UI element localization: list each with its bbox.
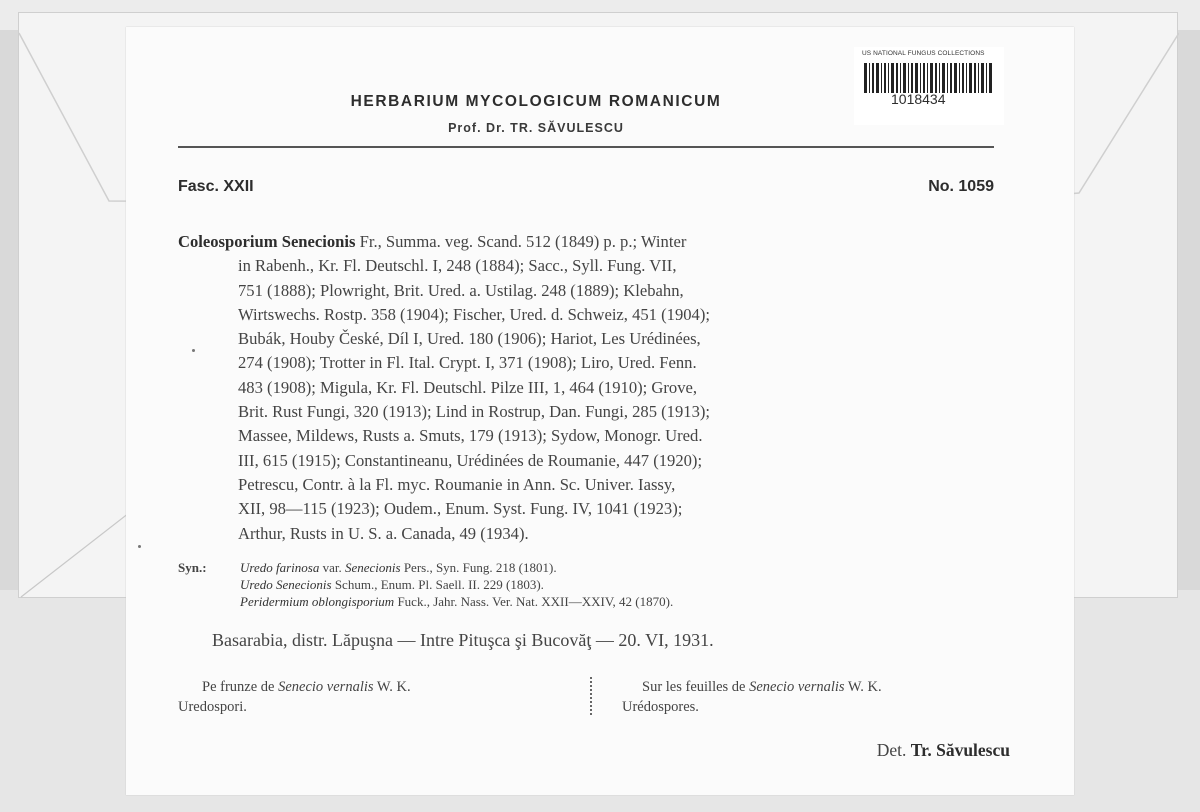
- synonym-citation: Pers., Syn. Fung. 218 (1801).: [400, 560, 557, 575]
- species-name: Coleosporium Senecionis: [178, 232, 356, 251]
- bibliography-line: 483 (1908); Migula, Kr. Fl. Deutschl. Pilze III, 1, 464 (1910); Grove,: [238, 377, 698, 397]
- synonym-citation: Fuck., Jahr. Nass. Ver. Nat. XXII—XXIV, 42 (1870).: [394, 594, 674, 609]
- host-prefix: Pe frunze de: [202, 679, 279, 695]
- synonym-entry: [240, 559, 673, 576]
- specimen-number: No. 1059: [928, 178, 994, 195]
- bibliography-line: Massee, Mildews, Rusts a. Smuts, 179 (1913); Sydow, Monogr. Ured.: [238, 426, 703, 446]
- host-info-french: [622, 677, 1022, 717]
- synonyms-list: [240, 559, 673, 610]
- collection-locality: Basarabia, distr. Lăpuşna — Intre Pituşca şi Bucovăţ — 20. VI, 1931.: [212, 630, 714, 650]
- barcode-sticker: [854, 47, 1004, 125]
- paper-speck: [192, 349, 195, 352]
- synonym-citation: Schum., Enum. Pl. Saell. II. 229 (1803).: [331, 577, 544, 592]
- herbarium-title: HERBARIUM MYCOLOGICUM ROMANICUM: [350, 93, 722, 110]
- bibliography-line: Fr., Summa. veg. Scand. 512 (1849) p. p.; Winter: [355, 232, 687, 251]
- synonym-name: Uredo farinosa: [240, 560, 320, 575]
- barcode-caption: US NATIONAL FUNGUS COLLECTIONS: [862, 50, 985, 57]
- bibliography-line: XII, 98—115 (1923); Oudem., Enum. Syst. Fung. IV, 1041 (1923);: [238, 499, 683, 519]
- synonym-entry: [240, 576, 673, 593]
- fascicle-label: Fasc. XXII: [178, 178, 254, 195]
- bibliography-line: Arthur, Rusts in U. S. a. Canada, 49 (1934).: [238, 523, 529, 543]
- host-author: W. K.: [844, 679, 882, 695]
- bibliography-line: Bubák, Houby České, Díl I, Ured. 180 (1906); Hariot, Les Urédinées,: [238, 329, 701, 349]
- host-author: W. K.: [373, 679, 411, 695]
- bibliography-line: Wirtswechs. Rostp. 358 (1904); Fischer, Ured. d. Schweiz, 451 (1904);: [238, 304, 710, 324]
- spore-stage: Urédospores.: [622, 699, 699, 715]
- barcode-icon: [864, 63, 994, 93]
- bibliography-line: in Rabenh., Kr. Fl. Deutschl. I, 248 (1884); Sacc., Syll. Fung. VII,: [238, 256, 677, 276]
- host-info-romanian: [178, 677, 568, 717]
- barcode-number: 1018434: [891, 91, 946, 107]
- herbarium-subtitle: Prof. Dr. TR. SĂVULESCU: [448, 121, 624, 135]
- synonym-name: Senecionis: [344, 560, 401, 575]
- synonym-entry: [240, 593, 673, 610]
- synonym-name: Uredo Senecionis: [240, 577, 332, 592]
- bibliography-line: 274 (1908); Trotter in Fl. Ital. Crypt. I, 371 (1908); Liro, Ured. Fenn.: [238, 353, 697, 373]
- herbarium-label: [126, 27, 1074, 795]
- host-name: Senecio vernalis: [749, 679, 845, 695]
- spore-stage: Uredospori.: [178, 699, 247, 715]
- host-prefix: Sur les feuilles de: [642, 679, 750, 695]
- synonym-rank: var.: [319, 560, 345, 575]
- header-rule: [178, 146, 994, 148]
- paper-speck: [138, 545, 141, 548]
- bibliography-line: Petrescu, Contr. à la Fl. myc. Roumanie in Ann. Sc. Univer. Iassy,: [238, 474, 676, 494]
- column-divider: [590, 677, 592, 715]
- bibliography-block: [178, 230, 998, 546]
- host-name: Senecio vernalis: [278, 679, 374, 695]
- synonyms-label: Syn.:: [178, 560, 207, 575]
- bibliography-first-line: [178, 230, 998, 254]
- host-line: [622, 677, 1022, 697]
- determiner-line: [877, 740, 1010, 761]
- synonym-name: Peridermium oblongisporium: [240, 594, 395, 609]
- host-line: [178, 677, 568, 697]
- bibliography-line: Brit. Rust Fungi, 320 (1913); Lind in Rostrup, Dan. Fungi, 285 (1913);: [238, 402, 711, 422]
- bibliography-line: III, 615 (1915); Constantineanu, Urédinées de Roumanie, 447 (1920);: [238, 450, 703, 470]
- determiner-name: Tr. Săvulescu: [910, 740, 1010, 760]
- determiner-prefix: Det.: [876, 740, 911, 760]
- bibliography-line: 751 (1888); Plowright, Brit. Ured. a. Ustilag. 248 (1889); Klebahn,: [238, 280, 684, 300]
